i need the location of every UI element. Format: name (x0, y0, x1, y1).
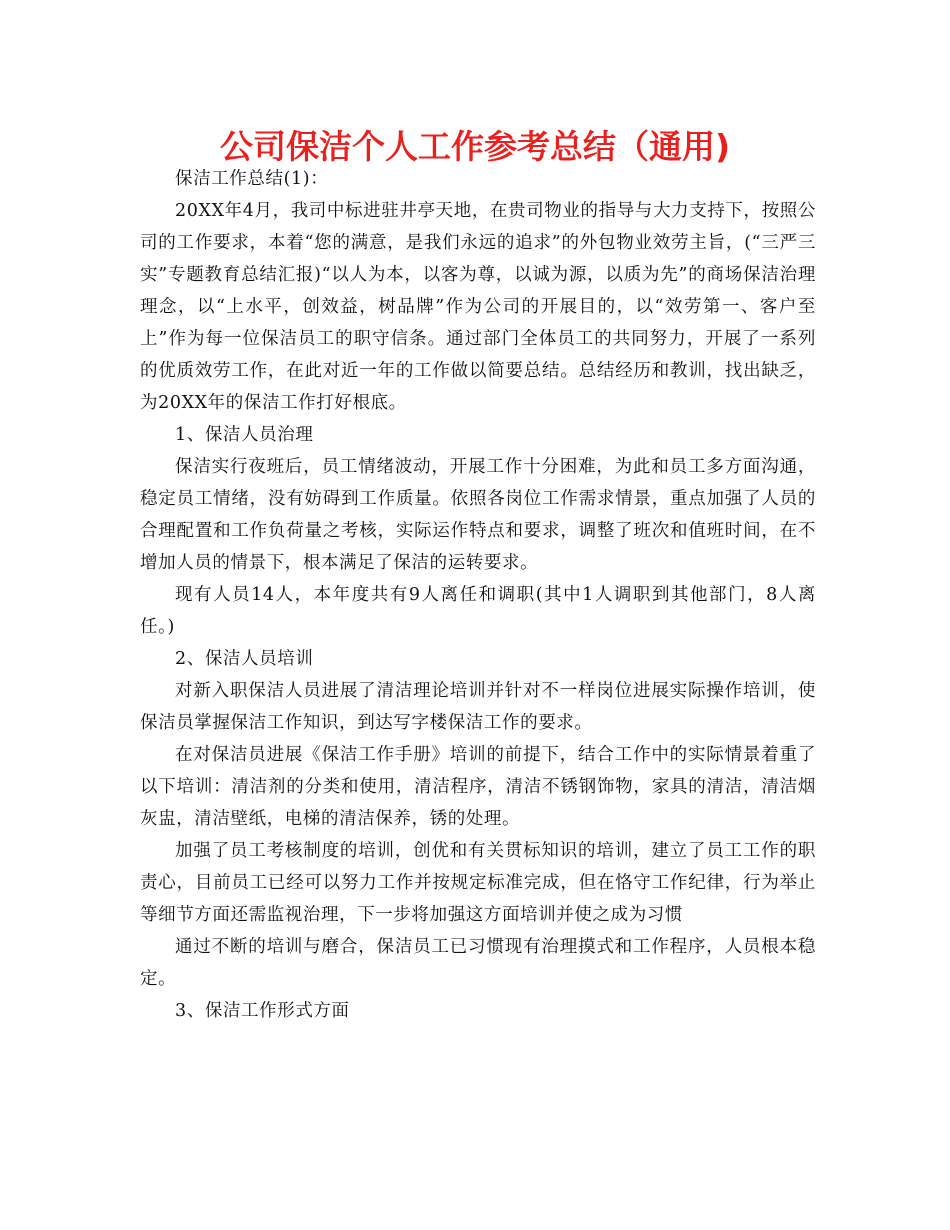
paragraph: 通过不断的培训与磨合，保洁员工已习惯现有治理摸式和工作程序，人员根本稳定。 (140, 937, 816, 989)
section-heading: 3、保洁工作形式方面 (175, 1001, 350, 1021)
document-body (140, 163, 816, 1027)
section-heading: 2、保洁人员培训 (175, 649, 314, 669)
paragraph: 现有人员14人，本年度共有9人离任和调职(其中1人调职到其他部门，8人离任。) (140, 585, 816, 637)
section-heading: 1、保洁人员治理 (175, 425, 314, 445)
paragraph: 加强了员工考核制度的培训，创优和有关贯标知识的培训，建立了员工工作的职责心，目前员工已经可以努力工作并按规定标准完成，但在恪守工作纪律，行为举止等细节方面还需监视治理，下一步将加强这方面培训并使之成为习惯 (140, 841, 816, 925)
paragraph: 对新入职保洁人员进展了清洁理论培训并针对不一样岗位进展实际操作培训，使保洁员掌握保洁工作知识，到达写字楼保洁工作的要求。 (140, 681, 816, 733)
paragraph: 20XX年4月，我司中标进驻井亭天地，在贵司物业的指导与大力支持下，按照公司的工作要求，本着“您的满意，是我们永远的追求”的外包物业效劳主旨，(“三严三实”专题教育总结汇报)“以人为本，以客为尊，以诚为源，以质为先”的商场保洁治理理念，以“上水平，创效益，树品牌”作为公司的开展目的，以“效劳第一、客户至上”作为每一位保洁员工的职守信条。通过部门全体员工的共同努力，开展了一系列的优质效劳工作，在此对近一年的工作做以简要总结。总结经历和教训，找出缺乏，为20XX年的保洁工作打好根底。 (140, 201, 816, 413)
paragraph: 保洁实行夜班后，员工情绪波动，开展工作十分困难，为此和员工多方面沟通，稳定员工情绪，没有妨碍到工作质量。依照各岗位工作需求情景，重点加强了人员的合理配置和工作负荷量之考核，实际运作特点和要求，调整了班次和值班时间，在不增加人员的情景下，根本满足了保洁的运转要求。 (140, 457, 816, 573)
paragraph: 在对保洁员进展《保洁工作手册》培训的前提下，结合工作中的实际情景着重了以下培训：清洁剂的分类和使用，清洁程序，清洁不锈钢饰物，家具的清洁，清洁烟灰盅，清洁壁纸，电梯的清洁保养，锈的处理。 (140, 745, 816, 829)
section-heading: 保洁工作总结(1)： (175, 169, 329, 189)
document-title: 公司保洁个人工作参考总结（通用) (219, 127, 731, 166)
